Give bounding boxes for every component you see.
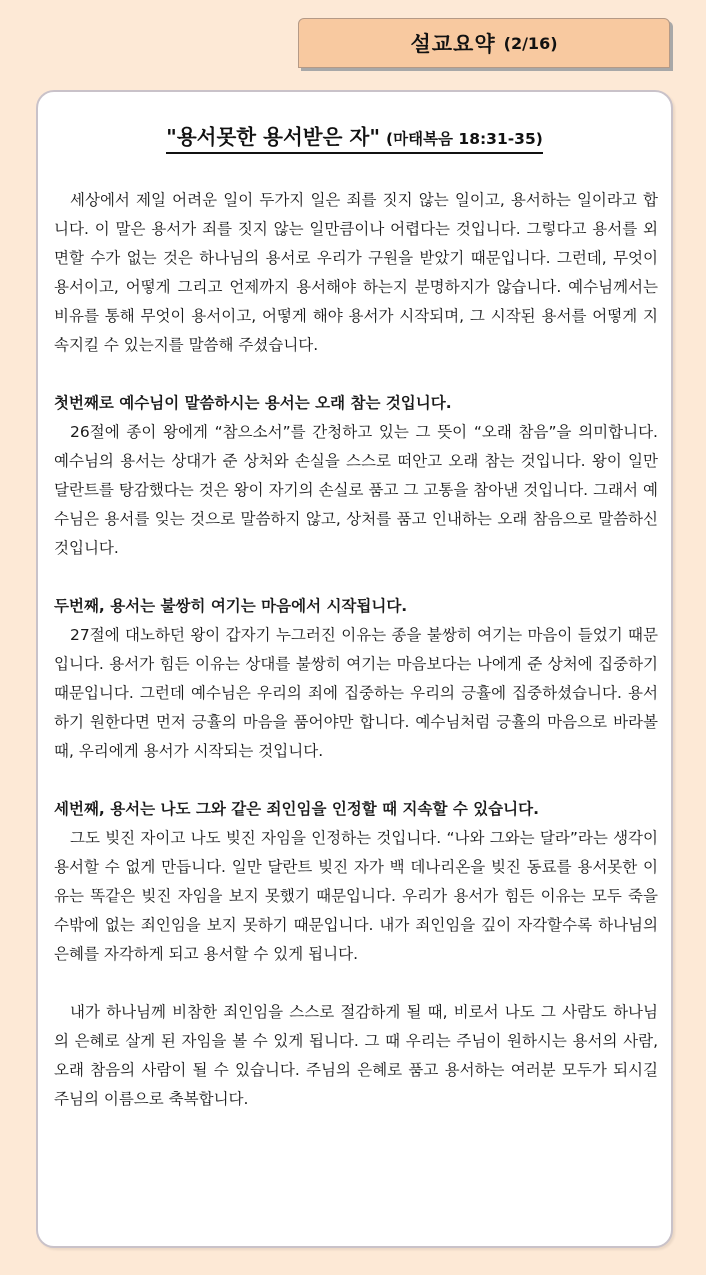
- point-2-heading: 두번째, 용서는 불쌍히 여기는 마음에서 시작됩니다.: [54, 597, 408, 615]
- page-indicator: (2/16): [503, 33, 558, 53]
- scripture-reference: (마태복음 18:31-35): [386, 130, 543, 148]
- sermon-body: [54, 186, 658, 1114]
- paragraph-gap: [54, 563, 658, 592]
- sermon-title-wrap: [38, 120, 671, 154]
- paragraph-gap: [54, 969, 658, 998]
- paragraph-gap: [54, 360, 658, 389]
- sermon-title-text: "용서못한 용서받은 자": [166, 125, 381, 149]
- section-header-tab: [298, 18, 670, 68]
- conclusion-paragraph: 내가 하나님께 비참한 죄인임을 스스로 절감하게 될 때, 비로서 나도 그 사람도 하나님의 은혜로 살게 된 자임을 볼 수 있게 됩니다. 그 때 우리는 주님이 원하시는 용서의 사람, 오래 참음의 사람이 될 수 있습니다. 주님의 은혜로 품고 용서하는 여러분 모두가 되시길 주님의 이름으로 축복합니다.: [54, 1003, 658, 1108]
- point-1-heading: 첫번째로 예수님이 말씀하시는 용서는 오래 참는 것입니다.: [54, 394, 452, 412]
- point-3-heading: 세번째, 용서는 나도 그와 같은 죄인임을 인정할 때 지속할 수 있습니다.: [54, 800, 539, 818]
- point-1-body: 26절에 종이 왕에게 “참으소서”를 간청하고 있는 그 뜻이 “오래 참음”을 의미합니다. 예수님의 용서는 상대가 준 상처와 손실을 스스로 떠안고 오래 참는 것입니다. 왕이 일만 달란트를 탕감했다는 것은 왕이 자기의 손실로 품고 그 고통을 참아낸 것입니다. 그래서 예수님은 용서를 잊는 것으로 말씀하지 않고, 상처를 품고 인내하는 오래 참음으로 말씀하신 것입니다.: [54, 423, 658, 557]
- sermon-summary-card: [36, 90, 673, 1248]
- point-2-body: 27절에 대노하던 왕이 갑자기 누그러진 이유는 종을 불쌍히 여기는 마음이 들었기 때문입니다. 용서가 힘든 이유는 상대를 불쌍히 여기는 마음보다는 나에게 준 상처에 집중하기 때문입니다. 그런데 예수님은 우리의 죄에 집중하는 우리의 긍휼에 집중하셨습니다. 용서하기 원한다면 먼저 긍휼의 마음을 품어야만 합니다. 예수님처럼 긍휼의 마음으로 바라볼 때, 우리에게 용서가 시작되는 것입니다.: [54, 626, 658, 760]
- section-title: 설교요약: [410, 32, 496, 56]
- point-3-body: 그도 빚진 자이고 나도 빚진 자임을 인정하는 것입니다. “나와 그와는 달라”라는 생각이 용서할 수 없게 만듭니다. 일만 달란트 빚진 자가 백 데나리온을 빚진 동료를 용서못한 이유는 똑같은 빚진 자임을 보지 못했기 때문입니다. 우리가 용서가 힘든 이유는 모두 죽을 수밖에 없는 죄인임을 보지 못하기 때문입니다. 내가 죄인임을 깊이 자각할수록 하나님의 은혜를 자각하게 되고 용서할 수 있게 됩니다.: [54, 829, 658, 963]
- intro-paragraph: 세상에서 제일 어려운 일이 두가지 일은 죄를 짓지 않는 일이고, 용서하는 일이라고 합니다. 이 말은 용서가 죄를 짓지 않는 일만큼이나 어렵다는 것입니다. 그렇다고 용서를 외면할 수가 없는 것은 하나님의 용서로 우리가 구원을 받았기 때문입니다. 그런데, 무엇이 용서이고, 어떻게 그리고 언제까지 용서해야 하는지 분명하지가 않습니다. 예수님께서는 비유를 통해 무엇이 용서이고, 어떻게 해야 용서가 시작되며, 그 시작된 용서를 어떻게 지속지킬 수 있는지를 말씀해 주셨습니다.: [54, 191, 658, 354]
- sermon-title: [166, 120, 543, 154]
- paragraph-gap: [54, 766, 658, 795]
